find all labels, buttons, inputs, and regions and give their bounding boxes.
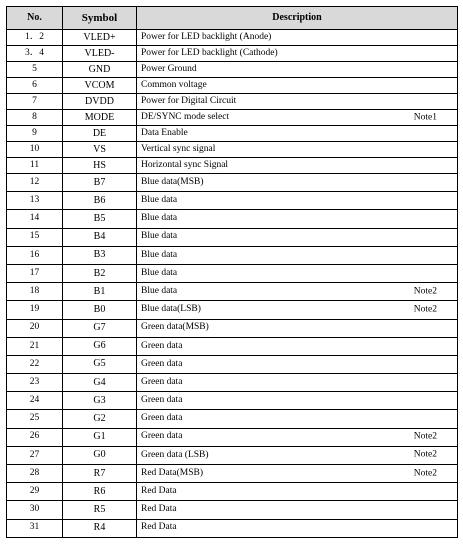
pin-description-cell xyxy=(137,428,458,446)
table-row xyxy=(7,355,458,373)
table-row xyxy=(7,410,458,428)
pin-symbol: R5 xyxy=(63,501,137,519)
pin-description: Green data xyxy=(141,340,183,351)
table-row xyxy=(7,374,458,392)
pin-symbol: GND xyxy=(63,62,137,78)
pin-symbol: B1 xyxy=(63,283,137,301)
pin-description: Green data (LSB) xyxy=(141,449,209,460)
pin-definition-table xyxy=(6,6,458,538)
pin-note: Note2 xyxy=(413,467,437,478)
pin-number: 18 xyxy=(7,283,63,301)
pin-symbol: R6 xyxy=(63,483,137,501)
pin-description-cell xyxy=(137,78,458,94)
pin-number: 11 xyxy=(7,158,63,174)
pin-description-cell xyxy=(137,483,458,501)
pin-description: Green data xyxy=(141,413,183,424)
pin-symbol: VLED- xyxy=(63,46,137,62)
pin-symbol: G6 xyxy=(63,337,137,355)
pin-symbol: VS xyxy=(63,142,137,158)
pin-number: 13 xyxy=(7,192,63,210)
table-row xyxy=(7,283,458,301)
header-no: No. xyxy=(7,7,63,30)
pin-description: Blue data xyxy=(141,213,178,224)
table-row xyxy=(7,94,458,110)
pin-description-cell xyxy=(137,110,458,126)
pin-symbol: R7 xyxy=(63,465,137,483)
pin-description: Blue data(LSB) xyxy=(141,304,201,315)
pin-description: Horizontal sync Signal xyxy=(141,159,229,170)
pin-description: Blue data xyxy=(141,267,178,278)
pin-description-cell xyxy=(137,319,458,337)
pin-description-cell xyxy=(137,30,458,46)
pin-symbol: G5 xyxy=(63,355,137,373)
pin-number: 10 xyxy=(7,142,63,158)
pin-number: 25 xyxy=(7,410,63,428)
pin-description-cell xyxy=(137,410,458,428)
pin-number: 12 xyxy=(7,174,63,192)
pin-number: 14 xyxy=(7,210,63,228)
pin-description-cell xyxy=(137,174,458,192)
pin-description: Common voltage xyxy=(141,79,207,90)
pin-number: 30 xyxy=(7,501,63,519)
pin-number: 1．2 xyxy=(7,30,63,46)
table-row xyxy=(7,210,458,228)
pin-description: Green data(MSB) xyxy=(141,322,209,333)
pin-description-cell xyxy=(137,283,458,301)
pin-description: Power for LED backlight (Anode) xyxy=(141,31,272,42)
pin-number: 15 xyxy=(7,228,63,246)
pin-number: 17 xyxy=(7,264,63,282)
table-body xyxy=(7,30,458,538)
pin-description: DE/SYNC mode select xyxy=(141,111,230,122)
pin-symbol: G0 xyxy=(63,446,137,464)
pin-description-cell xyxy=(137,126,458,142)
pin-description-cell xyxy=(137,465,458,483)
table-row xyxy=(7,501,458,519)
pin-description: Blue data xyxy=(141,249,178,260)
pin-description-cell xyxy=(137,501,458,519)
pin-description-cell xyxy=(137,192,458,210)
pin-number: 31 xyxy=(7,519,63,537)
pin-symbol: B3 xyxy=(63,246,137,264)
pin-note: Note2 xyxy=(413,449,437,460)
table-row xyxy=(7,337,458,355)
pin-number: 19 xyxy=(7,301,63,319)
pin-symbol: G1 xyxy=(63,428,137,446)
pin-description: Blue data xyxy=(141,231,178,242)
pin-description-cell xyxy=(137,337,458,355)
pin-description-cell xyxy=(137,374,458,392)
pin-description-cell xyxy=(137,228,458,246)
pin-description: Green data xyxy=(141,431,183,442)
pin-number: 5 xyxy=(7,62,63,78)
pin-number: 23 xyxy=(7,374,63,392)
table-row xyxy=(7,519,458,537)
table-row xyxy=(7,392,458,410)
pin-number: 27 xyxy=(7,446,63,464)
pin-number: 24 xyxy=(7,392,63,410)
pin-number: 26 xyxy=(7,428,63,446)
pin-number: 29 xyxy=(7,483,63,501)
table-row xyxy=(7,174,458,192)
pin-symbol: R4 xyxy=(63,519,137,537)
pin-symbol: G3 xyxy=(63,392,137,410)
table-row xyxy=(7,264,458,282)
pin-symbol: VCOM xyxy=(63,78,137,94)
pin-number: 28 xyxy=(7,465,63,483)
table-header-row xyxy=(7,7,458,30)
pin-description-cell xyxy=(137,264,458,282)
table-row xyxy=(7,228,458,246)
pin-description-cell xyxy=(137,46,458,62)
pin-description: Green data xyxy=(141,395,183,406)
pin-description-cell xyxy=(137,392,458,410)
table-row xyxy=(7,446,458,464)
table-row xyxy=(7,192,458,210)
pin-description-cell xyxy=(137,446,458,464)
pin-number: 7 xyxy=(7,94,63,110)
pin-description: Red Data xyxy=(141,486,177,497)
table-row xyxy=(7,46,458,62)
table-row xyxy=(7,126,458,142)
pin-number: 6 xyxy=(7,78,63,94)
pin-number: 9 xyxy=(7,126,63,142)
pin-description-cell xyxy=(137,246,458,264)
pin-symbol: DE xyxy=(63,126,137,142)
pin-description: Green data xyxy=(141,376,183,387)
pin-symbol: B5 xyxy=(63,210,137,228)
table-row xyxy=(7,158,458,174)
pin-note: Note1 xyxy=(413,111,437,122)
pin-symbol: DVDD xyxy=(63,94,137,110)
pin-description-cell xyxy=(137,210,458,228)
pin-description: Power Ground xyxy=(141,63,197,74)
table-row xyxy=(7,428,458,446)
table-row xyxy=(7,110,458,126)
pin-number: 21 xyxy=(7,337,63,355)
pin-number: 16 xyxy=(7,246,63,264)
table-row xyxy=(7,246,458,264)
table-row xyxy=(7,142,458,158)
table-row xyxy=(7,30,458,46)
header-symbol: Symbol xyxy=(63,7,137,30)
pin-description-cell xyxy=(137,62,458,78)
pin-symbol: MODE xyxy=(63,110,137,126)
table-row xyxy=(7,483,458,501)
pin-description-cell xyxy=(137,142,458,158)
pin-symbol: HS xyxy=(63,158,137,174)
pin-description: Green data xyxy=(141,358,183,369)
pin-description-cell xyxy=(137,158,458,174)
pin-description: Vertical sync signal xyxy=(141,143,216,154)
table-row xyxy=(7,78,458,94)
pin-symbol: VLED+ xyxy=(63,30,137,46)
pin-description: Blue data xyxy=(141,285,178,296)
pin-description-cell xyxy=(137,519,458,537)
pin-description: Data Enable xyxy=(141,127,188,138)
pin-note: Note2 xyxy=(413,431,437,442)
pin-description-cell xyxy=(137,355,458,373)
pin-number: 20 xyxy=(7,319,63,337)
pin-note: Note2 xyxy=(413,285,437,296)
pin-description: Power for Digital Circuit xyxy=(141,95,237,106)
table-row xyxy=(7,465,458,483)
table-row xyxy=(7,301,458,319)
pin-description-cell xyxy=(137,301,458,319)
pin-description: Blue data xyxy=(141,195,178,206)
pin-description: Red Data xyxy=(141,504,177,515)
pin-note: Note2 xyxy=(413,304,437,315)
header-description: Description xyxy=(137,7,458,30)
pin-number: 8 xyxy=(7,110,63,126)
table-row xyxy=(7,319,458,337)
pin-description-cell xyxy=(137,94,458,110)
pin-symbol: G2 xyxy=(63,410,137,428)
pin-description: Red Data(MSB) xyxy=(141,467,204,478)
table-row xyxy=(7,62,458,78)
pin-symbol: B7 xyxy=(63,174,137,192)
pin-symbol: G7 xyxy=(63,319,137,337)
pin-symbol: B0 xyxy=(63,301,137,319)
pin-symbol: B2 xyxy=(63,264,137,282)
pin-description: Blue data(MSB) xyxy=(141,176,204,187)
pin-symbol: B6 xyxy=(63,192,137,210)
pin-symbol: G4 xyxy=(63,374,137,392)
pin-description: Power for LED backlight (Cathode) xyxy=(141,47,278,58)
pin-number: 3．4 xyxy=(7,46,63,62)
pin-symbol: B4 xyxy=(63,228,137,246)
pin-description: Red Data xyxy=(141,522,177,533)
pin-number: 22 xyxy=(7,355,63,373)
